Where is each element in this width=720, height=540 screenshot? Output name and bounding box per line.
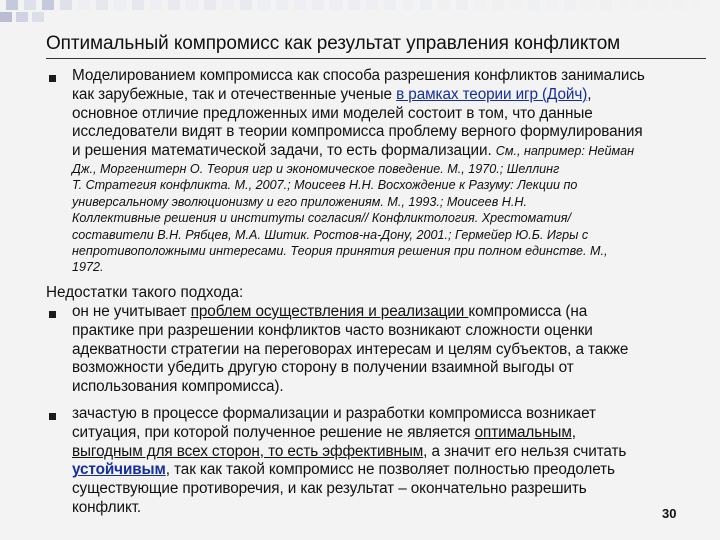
bullet-1-line: основное отличие предложенных ими моделей состоит в том, что данные: [72, 104, 593, 122]
bullet-1-line: как зарубежные, так и отечественные ученые в рамках теории игр (Дойч),: [72, 85, 592, 103]
citation-line: Дж., Моргенштерн О. Теория игр и экономическое поведение. М., 1970.; Шеллинг: [72, 162, 560, 176]
bullet-2-line: использования компромисса).: [72, 378, 284, 396]
bullet-2-line: практике при разрешении конфликтов часто возникают сложности оценки: [72, 321, 593, 339]
bullet-square-icon: [49, 311, 56, 318]
citation-start: См., например: Нейман: [495, 144, 635, 159]
bullet-2-text: [72, 303, 712, 397]
bullet-square-icon: [49, 75, 56, 82]
citation-line: непротивоположными интересами. Теория принятия решения при полном единстве. М.,: [72, 244, 608, 259]
bullet-3-text: [72, 405, 712, 518]
bullet-1-line: и решения математической задачи, то есть формализации. См., например: Нейман: [72, 142, 635, 160]
underlined-phrase: проблем осуществления и реализации: [190, 303, 469, 320]
citation-line: Т. Стратегия конфликта. М., 2007.; Моисеев Н.Н. Восхождение к Разуму: Лекции по: [72, 178, 578, 193]
citation-line: составители В.Н. Рябцев, М.А. Шитик. Ростов-на-Дону, 2001.; Гермейер Ю.Б. Игры с: [72, 227, 589, 242]
drawbacks-heading: Недостатки такого подхода:: [46, 284, 244, 301]
bullet-2-line: он не учитывает проблем осуществления и реализации компромисса (на: [72, 303, 588, 320]
bullet-1-text: [72, 67, 712, 161]
bullet-3-line: выгодным для всех сторон, то есть эффективным, а значит его нельзя считать: [72, 442, 627, 460]
citation-line: универсальному эволюционизму и его приложениям. М., 1993.; Моисеев Н.Н.: [72, 194, 527, 209]
underlined-phrase: оптимальным,: [474, 423, 576, 441]
slide-title: Оптимальный компромисс как результат управления конфликтом: [46, 33, 621, 54]
bullet-3-line: существующие противоречия, и как результат – окончательно разрешить: [72, 480, 587, 498]
citation-line: 1972.: [72, 260, 104, 275]
bullet-2-line: возможности убедить другую сторону в получении взаимной выгоды от: [72, 359, 574, 377]
title-divider: [46, 58, 706, 59]
stable-term: устойчивым: [72, 461, 166, 479]
underlined-phrase: выгодным для всех сторон, то есть эффективным: [72, 442, 424, 460]
bullet-1-line: исследователи видят в теории компромисса проблему верного формулирования: [72, 123, 643, 141]
page-number: 30: [662, 506, 677, 521]
citation-line: Коллективные решения и институты согласия// Конфликтология. Хрестоматия/: [72, 211, 572, 226]
bullet-square-icon: [49, 413, 56, 420]
bullet-2-line: адекватности стратегии на переговорах интересам и целям субъектов, а также: [72, 340, 629, 358]
bullet-3-line: зачастую в процессе формализации и разработки компромисса возникает: [72, 405, 596, 422]
bullet-3-line: устойчивым, так как такой компромисс не позволяет полностью преодолеть: [72, 461, 615, 479]
bullet-1-line: Моделированием компромисса как способа разрешения конфликтов занимались: [72, 67, 645, 84]
game-theory-link[interactable]: в рамках теории игр (Дойч): [396, 85, 588, 103]
decorative-squares: [0, 0, 720, 30]
bullet-3-line: конфликт.: [72, 498, 142, 516]
citation-block: [72, 161, 712, 276]
bullet-3-line: ситуация, при которой полученное решение не является оптимальным,: [72, 423, 576, 441]
